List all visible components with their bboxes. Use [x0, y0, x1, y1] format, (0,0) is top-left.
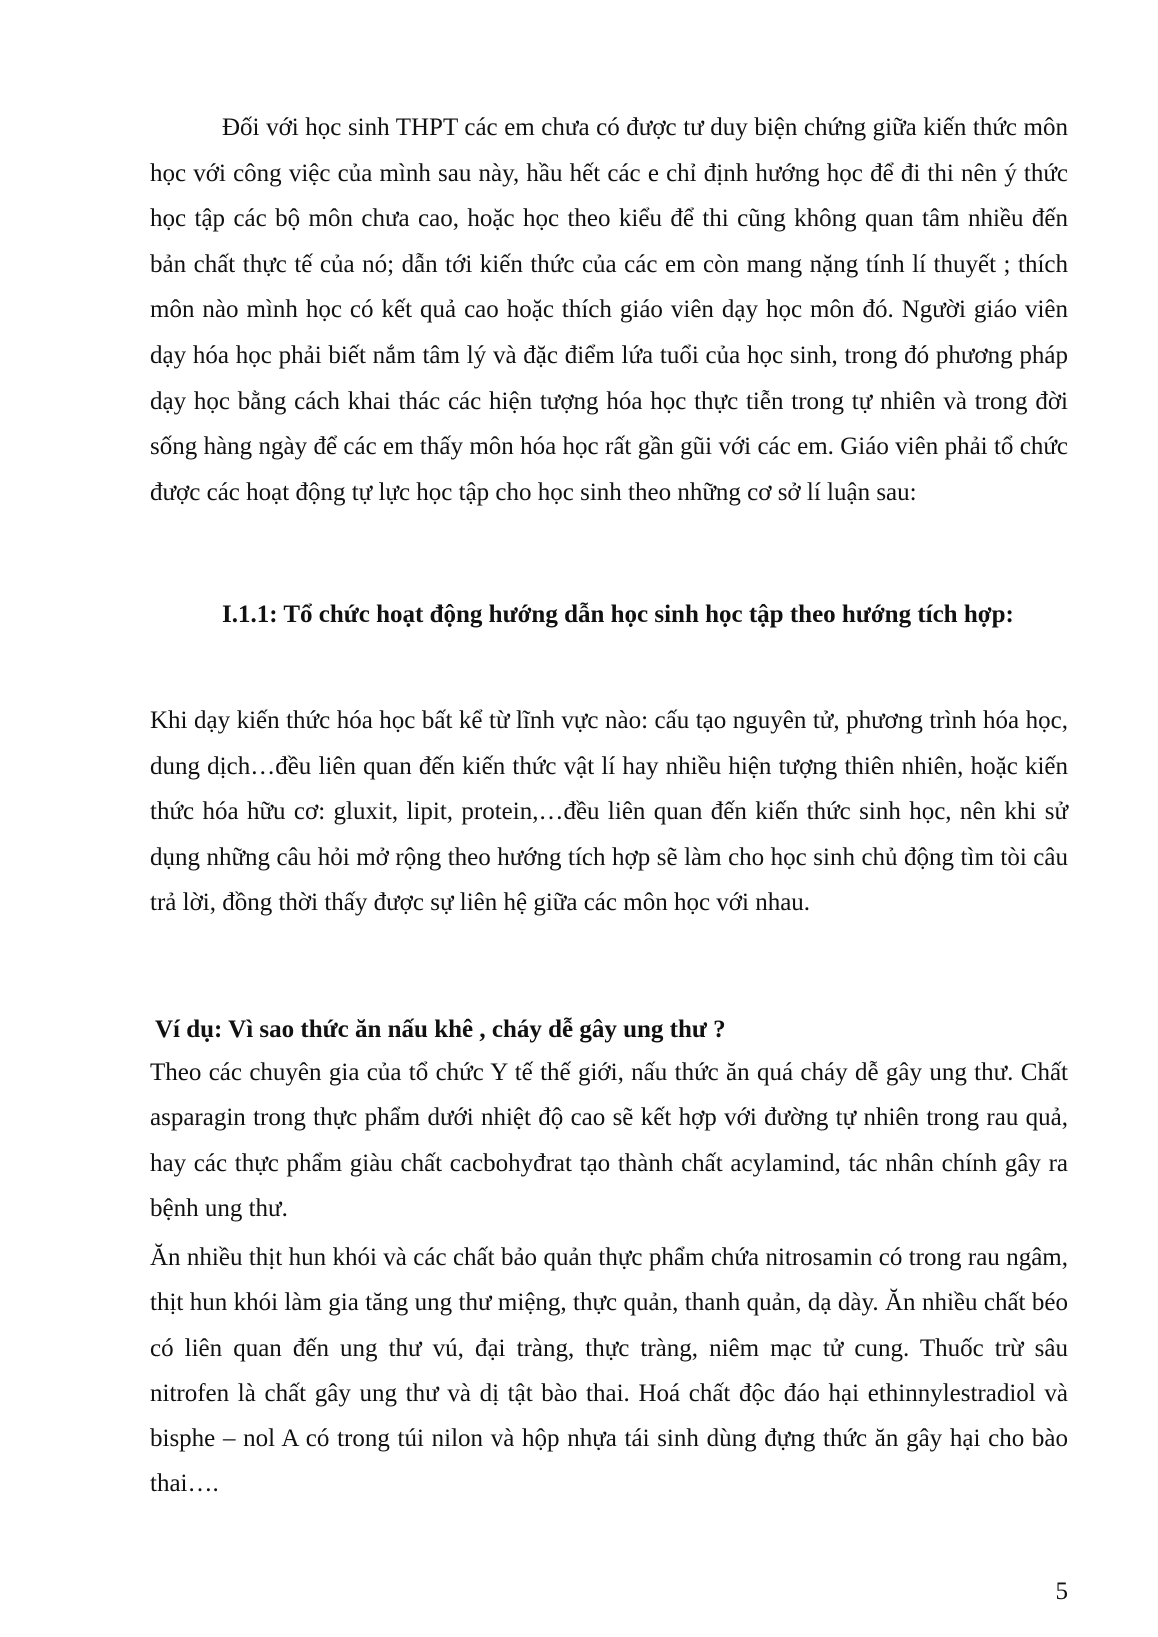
page-number: 5 [1055, 1578, 1068, 1605]
paragraph-integration: Khi dạy kiến thức hóa học bất kể từ lĩnh vực nào: cấu tạo nguyên tử, phương trình hóa học, dung dịch…đều liên quan đến kiến thức vật lí hay nhiều hiện tượng thiên nhiên, hoặc kiến thức hóa hữu cơ: gluxit, lipit, protein,…đều liên quan đến kiến thức sinh học, nên khi sử dụng những câu hỏi mở rộng theo hướng tích hợp sẽ làm cho học sinh chủ động tìm tòi câu trả lời, đồng thời thấy được sự liên hệ giữa các môn học với nhau. [150, 707, 1068, 917]
paragraph-example-1: Theo các chuyên gia của tổ chức Y tế thế giới, nấu thức ăn quá cháy dễ gây ung thư. Chất asparagin trong thực phẩm dưới nhiệt độ cao sẽ kết hợp với đường tự nhiên trong rau quả, hay các thực phẩm giàu chất cacbohyđrat tạo thành chất acylamind, tác nhân chính gây ra bệnh ung thư. [150, 1059, 1068, 1222]
example-heading: Ví dụ: Vì sao thức ăn nấu khê , cháy dễ gây ung thư ? [155, 1016, 726, 1043]
section-heading: I.1.1: Tổ chức hoạt động hướng dẫn học sinh học tập theo hướng tích hợp: [222, 601, 1014, 628]
paragraph-example-2: Ăn nhiều thịt hun khói và các chất bảo quản thực phẩm chứa nitrosamin có trong rau ngâm, thịt hun khói làm gia tăng ung thư miệng, thực quản, thanh quản, dạ dày. Ăn nhiều chất béo có liên quan đến ung thư vú, đại tràng, thực tràng, niêm mạc tử cung. Thuốc trừ sâu nitrofen là chất gây ung thư và dị tật bào thai. Hoá chất độc đáo hại ethinnylestradiol và bisphe – nol A có trong túi nilon và hộp nhựa tái sinh dùng đựng thức ăn gây hại cho bào thai…. [150, 1244, 1068, 1498]
paragraph-intro: Đối với học sinh THPT các em chưa có được tư duy biện chứng giữa kiến thức môn học với công việc của mình sau này, hầu hết các e chỉ định hướng học để đi thi nên ý thức học tập các bộ môn chưa cao, hoặc học theo kiểu để thi cũng không quan tâm nhiều đến bản chất thực tế của nó; dẫn tới kiến thức của các em còn mang nặng tính lí thuyết ; thích môn nào mình học có kết quả cao hoặc thích giáo viên dạy học môn đó. Người giáo viên dạy hóa học phải biết nắm tâm lý và đặc điểm lứa tuổi của học sinh, trong đó phương pháp dạy học bằng cách khai thác các hiện tượng hóa học thực tiễn trong tự nhiên và trong đời sống hàng ngày để các em thấy môn hóa học rất gần gũi với các em. Giáo viên phải tổ chức được các hoạt động tự lực học tập cho học sinh theo những cơ sở lí luận sau: [150, 114, 1068, 506]
